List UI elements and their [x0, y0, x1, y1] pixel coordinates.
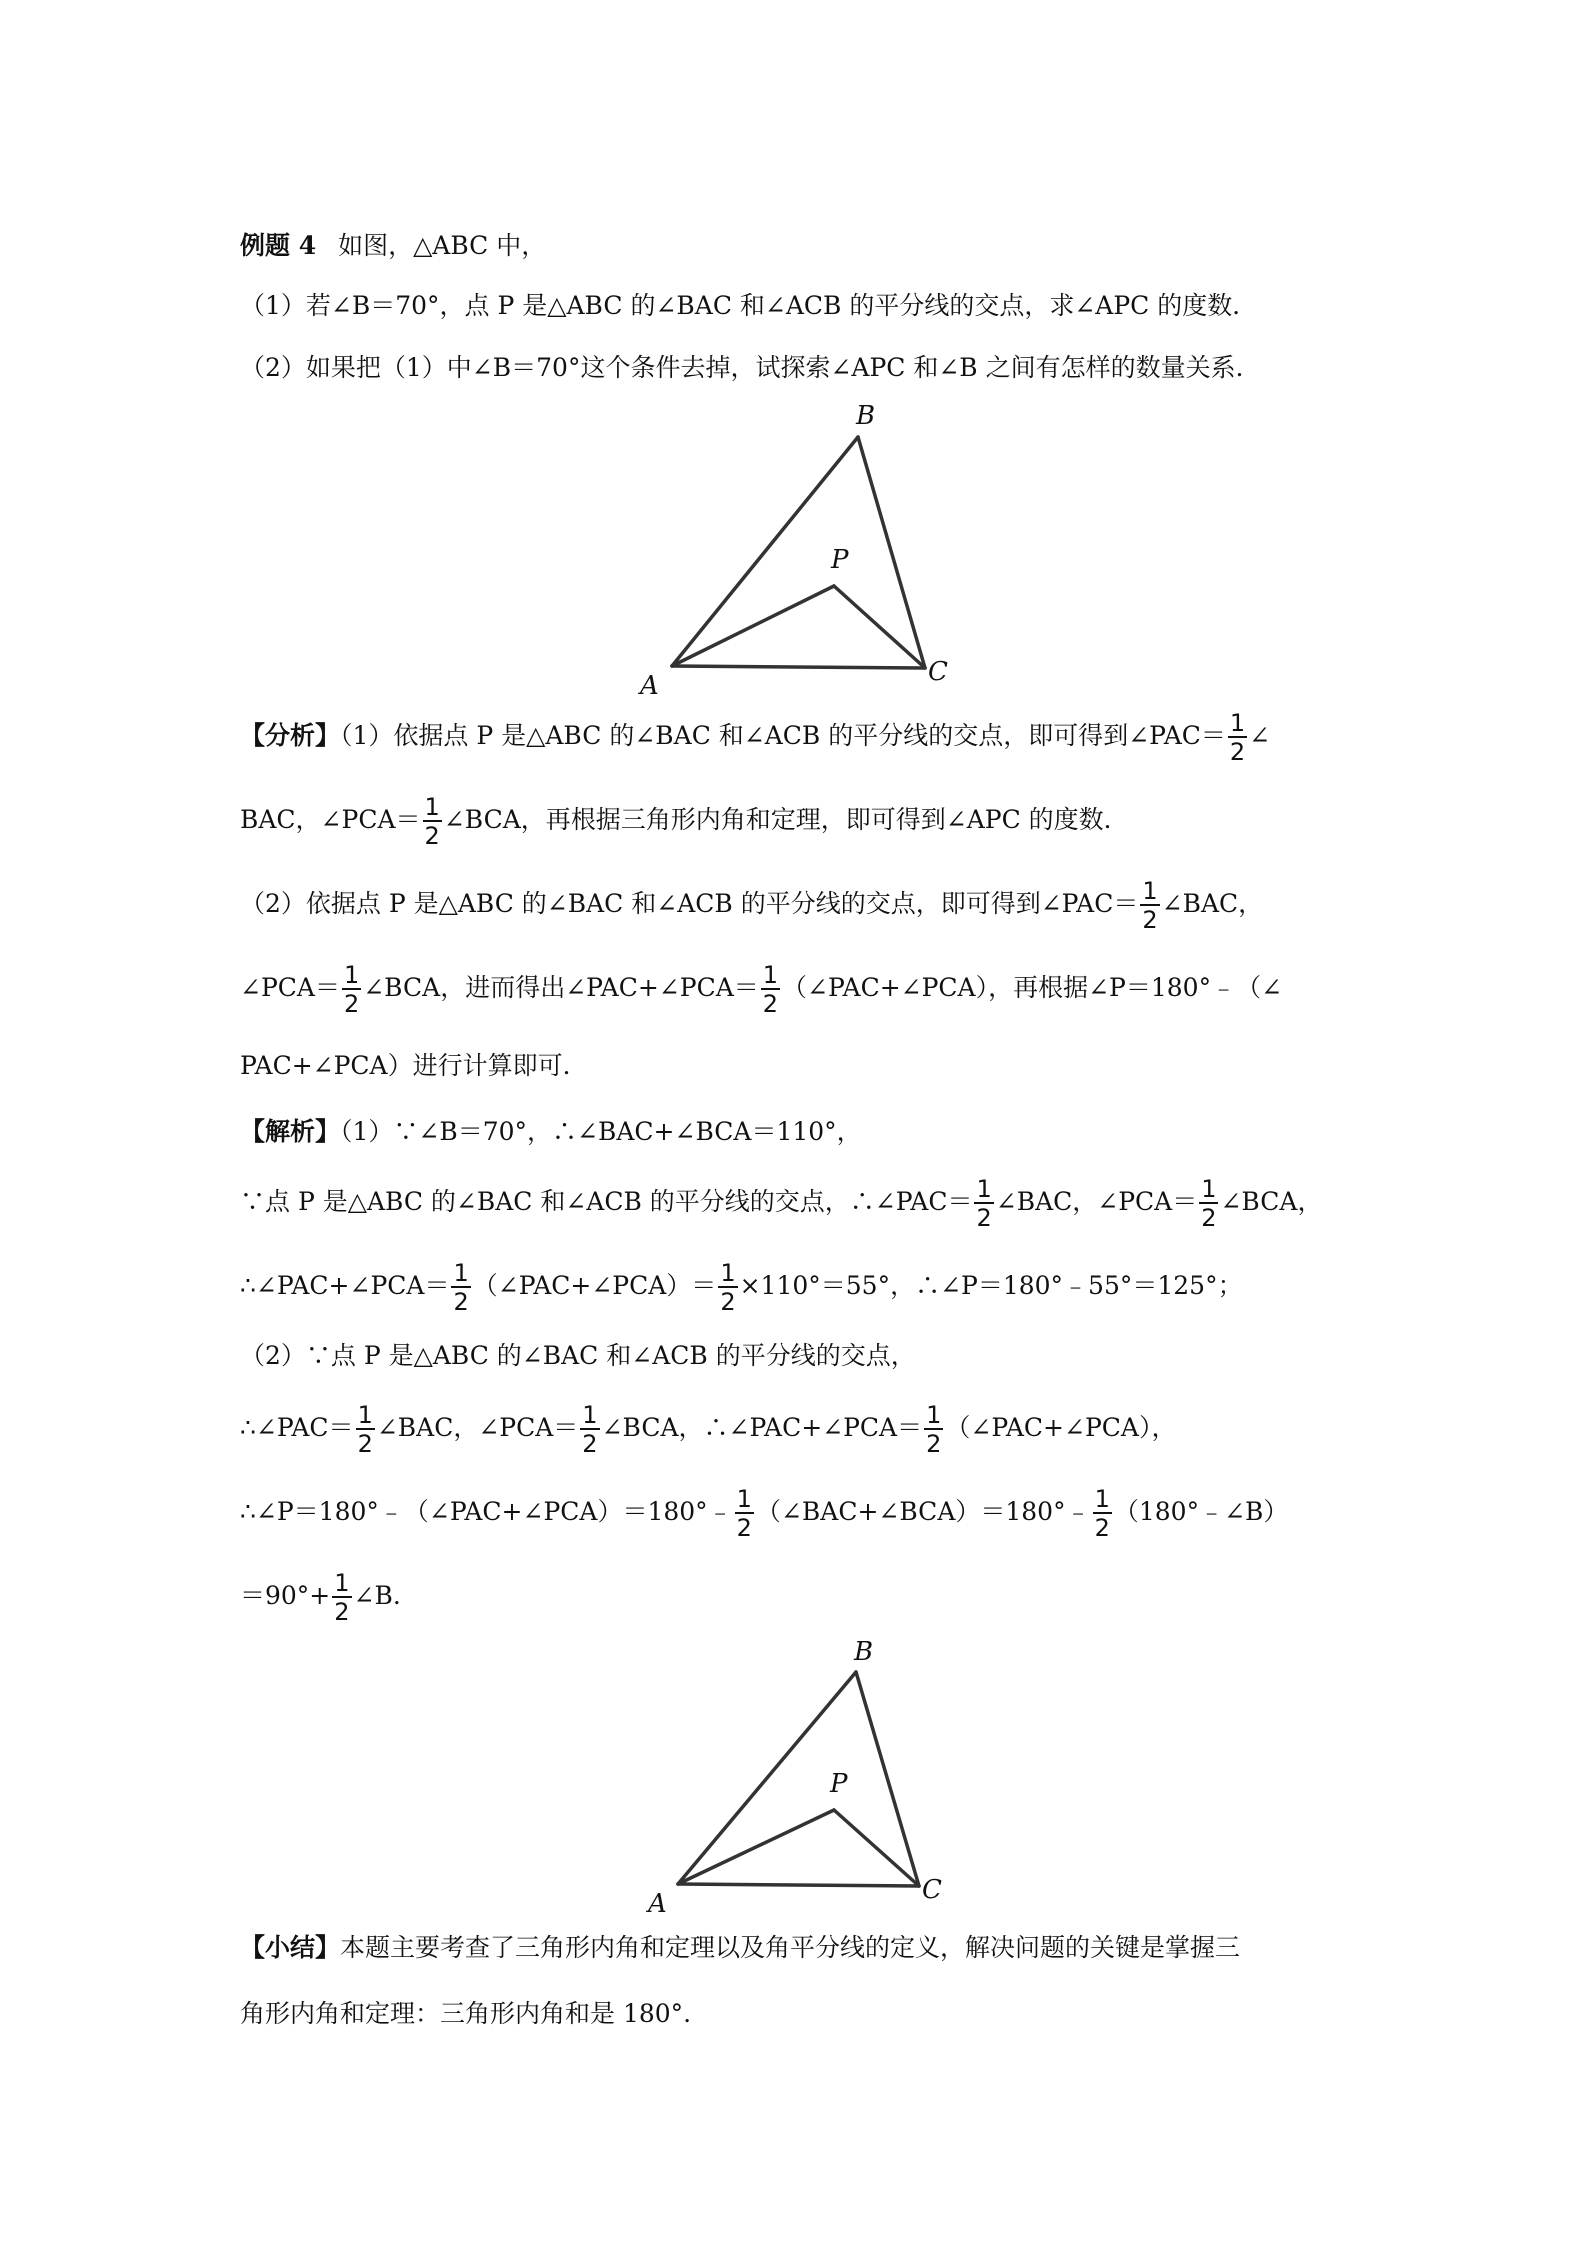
fraction-half: $\frac{1}{2}$: [582, 1401, 598, 1458]
label-b: B: [856, 401, 876, 431]
label-c: C: [928, 657, 948, 687]
fraction-half: $\frac{1}{2}$: [762, 961, 779, 1018]
analysis-line-4: ∠PCA＝ $\frac{1}{2}$ ∠BCA，进而得出∠PAC+∠PCA＝ $\frac{1}{2}$ （∠PAC+∠PCA），再根据∠P＝180°﹣（∠: [240, 961, 1283, 1018]
fraction-half: $\frac{1}{2}$: [976, 1175, 992, 1232]
solution-line-3: ∴∠PAC+∠PCA＝ $\frac{1}{2}$ （∠PAC+∠PCA）＝ $\frac{1}{2}$ ×110°＝55°，∴∠P＝180°﹣55°＝125°；: [240, 1259, 1243, 1316]
analysis-tag: 【分析】: [240, 721, 341, 750]
question-2: （2）如果把（1）中∠B＝70°这个条件去掉，试探索∠APC 和∠B 之间有怎样的数量关系．: [240, 353, 1261, 382]
segment-ap: [672, 586, 834, 666]
fraction-half: $\frac{1}{2}$: [424, 793, 440, 850]
summary-line-1: 【小结】本题主要考查了三角形内角和定理以及角平分线的定义，解决问题的关键是掌握三: [240, 1933, 1241, 1962]
fraction-half: $\frac{1}{2}$: [334, 1569, 350, 1626]
solution-tag: 【解析】: [240, 1117, 341, 1146]
analysis-line-1: 【分析】（1）依据点 P 是△ABC 的∠BAC 和∠ACB 的平分线的交点，即可得到∠PAC＝ $\frac{1}{2}$ ∠: [240, 709, 1271, 766]
analysis-line-5: PAC+∠PCA）进行计算即可．: [240, 1051, 588, 1080]
question-1: （1）若∠B＝70°，点 P 是△ABC 的∠BAC 和∠ACB 的平分线的交点，求∠APC 的度数．: [240, 291, 1258, 320]
summary-line-2: 角形内角和定理：三角形内角和是 180°.: [240, 1999, 692, 2028]
fraction-half: $\frac{1}{2}$: [343, 961, 360, 1018]
analysis-line-2: BAC，∠PCA＝ $\frac{1}{2}$ ∠BCA，再根据三角形内角和定理，即可得到∠APC 的度数．: [240, 793, 1129, 850]
segment-ap: [678, 1810, 834, 1884]
label-b: B: [854, 1637, 874, 1667]
label-a: A: [640, 671, 659, 701]
problem-heading-line: [240, 216, 546, 276]
problem-intro: 如图，△ABC 中，: [338, 231, 547, 260]
fraction-half: $\frac{1}{2}$: [453, 1259, 469, 1316]
problem-heading: 例题 4: [240, 231, 317, 260]
solution-line-4: （2）∵点 P 是△ABC 的∠BAC 和∠ACB 的平分线的交点，: [240, 1341, 916, 1370]
solution-line-5: ∴∠PAC＝ $\frac{1}{2}$ ∠BAC，∠PCA＝ $\frac{1}{2}$ ∠BCA，∴∠PAC+∠PCA＝ $\frac{1}{2}$ （∠PAC+∠PCA），: [240, 1401, 1177, 1458]
fraction-half: $\frac{1}{2}$: [1142, 877, 1158, 934]
analysis-line-3: （2）依据点 P 是△ABC 的∠BAC 和∠ACB 的平分线的交点，即可得到∠PAC＝ $\frac{1}{2}$ ∠BAC，: [240, 877, 1264, 934]
side-ac: [678, 1884, 919, 1886]
solution-line-2: ∵点 P 是△ABC 的∠BAC 和∠ACB 的平分线的交点，∴∠PAC＝ $\frac{1}{2}$ ∠BAC，∠PCA＝ $\frac{1}{2}$ ∠BCA，: [240, 1175, 1323, 1232]
fraction-half: $\frac{1}{2}$: [1229, 709, 1246, 766]
triangle-figure-1: [630, 392, 970, 702]
triangle-figure-2: [636, 1630, 966, 1920]
fraction-half: $\frac{1}{2}$: [720, 1259, 736, 1316]
fraction-half: $\frac{1}{2}$: [357, 1401, 373, 1458]
side-bc: [858, 437, 925, 668]
label-c: C: [922, 1875, 942, 1905]
solution-line-6: ∴∠P＝180°﹣（∠PAC+∠PCA）＝180°﹣ $\frac{1}{2}$ （∠BAC+∠BCA）＝180°﹣ $\frac{1}{2}$ （180°﹣∠B）: [240, 1485, 1289, 1542]
fraction-half: $\frac{1}{2}$: [736, 1485, 752, 1542]
label-p: P: [830, 1769, 848, 1799]
label-a: A: [648, 1889, 667, 1919]
side-bc: [856, 1672, 919, 1886]
solution-line-1: 【解析】（1）∵∠B＝70°，∴∠BAC+∠BCA＝110°，: [240, 1117, 862, 1146]
label-p: P: [831, 545, 849, 575]
side-ac: [672, 666, 925, 668]
fraction-half: $\frac{1}{2}$: [1201, 1175, 1217, 1232]
fraction-half: $\frac{1}{2}$: [926, 1401, 942, 1458]
solution-line-7: ＝90°+ $\frac{1}{2}$ ∠B.: [240, 1569, 401, 1626]
summary-tag: 【小结】: [240, 1933, 341, 1962]
fraction-half: $\frac{1}{2}$: [1094, 1485, 1110, 1542]
